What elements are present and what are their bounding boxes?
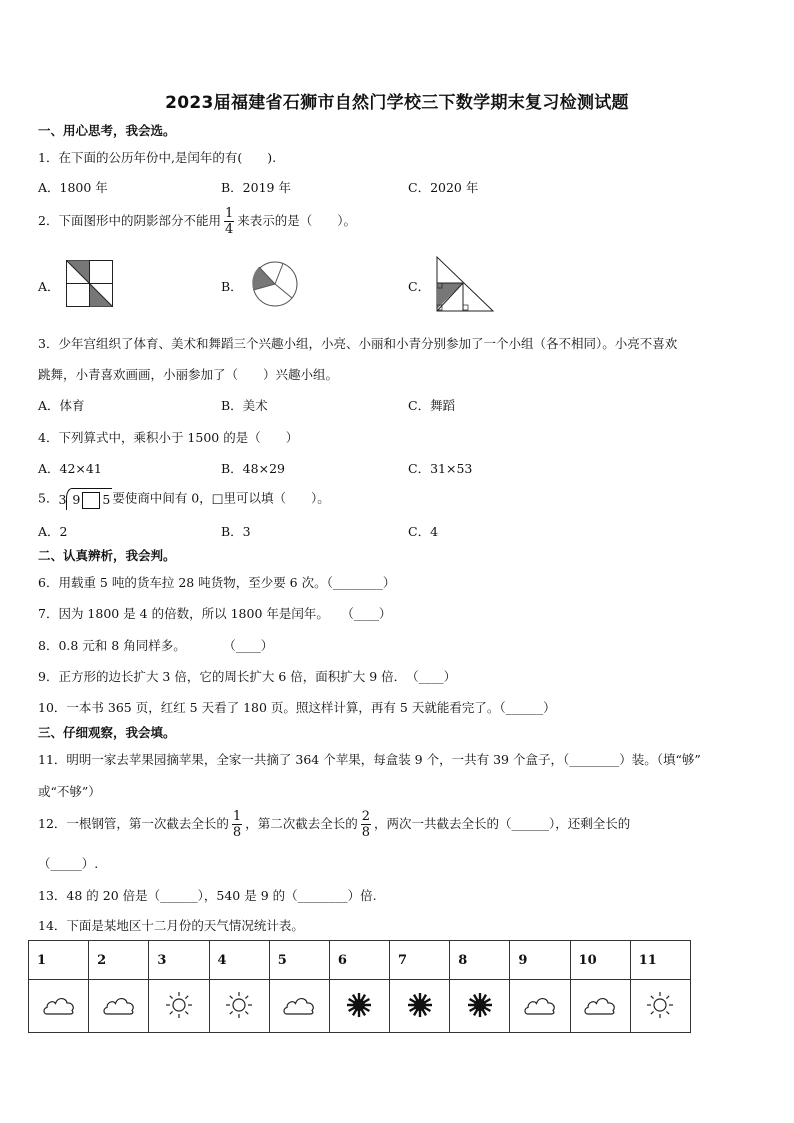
q2-figure-c-triangle	[435, 255, 495, 313]
question-11-line-2: 或“不够”）	[38, 784, 101, 799]
day-cell: 8	[450, 941, 510, 980]
day-cell: 9	[510, 941, 570, 980]
cloud-icon	[523, 1008, 557, 1023]
weather-table	[28, 940, 691, 1033]
question-3-line-2: 跳舞，小青喜欢画画，小丽参加了（ ）兴趣小组。	[38, 367, 339, 382]
day-cell: 11	[630, 941, 690, 980]
day-cell: 2	[89, 941, 149, 980]
q4-option-c[interactable]: C．31×53	[408, 461, 473, 476]
q2-text-pre: 2．下面图形中的阴影部分不能用	[38, 213, 221, 228]
q5-option-c[interactable]: C．4	[408, 524, 439, 539]
q5-divisor: 3	[58, 492, 67, 507]
question-2	[38, 204, 356, 238]
q5-number: 5．	[38, 490, 59, 506]
question-4: 4．下列算式中，乘积小于 1500 的是（ ）	[38, 430, 299, 445]
q2-fraction	[224, 207, 234, 236]
q1-option-c[interactable]: C．2020 年	[408, 180, 479, 195]
q12-text-3: ，两次一共截去全长的（______），还剩全长的	[374, 816, 631, 831]
question-10: 10．一本书 365 页，红红 5 天看了 180 页。照这样计算，再有 5 天就能看完了。（______）	[38, 700, 556, 715]
q3-option-a[interactable]: A．体育	[38, 398, 85, 413]
q2-figure-a-square-grid	[66, 260, 114, 308]
section-heading-2: 二、认真辨析，我会判。	[38, 548, 176, 563]
weather-cell	[269, 980, 329, 1033]
q5-option-a[interactable]: A．2	[38, 524, 68, 539]
q5-blank-box[interactable]	[82, 492, 100, 509]
q2-option-b[interactable]: B．	[221, 279, 243, 294]
question-6: 6．用载重 5 吨的货车拉 28 吨货物，至少要 6 次。（________）	[38, 575, 396, 590]
question-14: 14．下面是某地区十二月份的天气情况统计表。	[38, 918, 304, 933]
sun-icon	[162, 1008, 196, 1023]
cloud-icon	[282, 1008, 316, 1023]
weather-cell	[329, 980, 389, 1033]
weather-cell	[630, 980, 690, 1033]
snow-icon	[403, 1008, 437, 1023]
sun-icon	[222, 1008, 256, 1023]
q2-option-a[interactable]: A．	[38, 279, 60, 294]
weather-table-day-row	[29, 941, 691, 980]
q4-option-b[interactable]: B．48×29	[221, 461, 285, 476]
q5-option-b[interactable]: B．3	[221, 524, 251, 539]
weather-cell	[149, 980, 209, 1033]
day-cell: 4	[209, 941, 269, 980]
day-cell: 3	[149, 941, 209, 980]
q2-figure-b-circle	[251, 260, 299, 308]
q12-fraction-2-numerator: 2	[361, 809, 370, 824]
q2-fraction-denominator: 4	[224, 222, 234, 237]
day-cell: 7	[390, 941, 450, 980]
cloud-icon	[583, 1008, 617, 1023]
q12-fraction-1-numerator: 1	[232, 809, 242, 824]
question-11-line-1: 11．明明一家去苹果园摘苹果，全家一共摘了 364 个苹果，每盒装 9 个，一共有 39 个盒子，（________）装。（填“够”	[38, 752, 701, 767]
question-1: 1．在下面的公历年份中,是闰年的有( ).	[38, 150, 277, 165]
weather-cell	[209, 980, 269, 1033]
q1-option-a[interactable]: A．1800 年	[38, 180, 108, 195]
weather-cell	[510, 980, 570, 1033]
question-5	[38, 488, 330, 510]
question-12-line-2: （_____）.	[38, 856, 99, 871]
section-heading-3: 三、仔细观察，我会填。	[38, 725, 176, 740]
page-title: 2023届福建省石狮市自然门学校三下数学期末复习检测试题	[165, 93, 629, 113]
q5-dividend-digit-3: 5	[102, 492, 111, 507]
question-8: 8．0.8 元和 8 角同样多。 （____）	[38, 638, 274, 653]
day-cell: 10	[570, 941, 630, 980]
q3-option-b[interactable]: B．美术	[221, 398, 268, 413]
weather-cell	[89, 980, 149, 1033]
q5-long-division	[58, 488, 112, 510]
q3-option-c[interactable]: C．舞蹈	[408, 398, 456, 413]
q12-fraction-1-denominator: 8	[232, 825, 242, 840]
weather-table-icon-row	[29, 980, 691, 1033]
cloud-icon	[102, 1008, 136, 1023]
q12-text-1: 12．一根钢管，第一次截去全长的	[38, 816, 229, 831]
section-heading-1: 一、用心思考，我会选。	[38, 123, 176, 138]
q1-option-b[interactable]: B．2019 年	[221, 180, 291, 195]
snow-icon	[342, 1008, 376, 1023]
q12-text-2: ，第二次截去全长的	[245, 816, 358, 831]
day-cell: 6	[329, 941, 389, 980]
question-12-line-1	[38, 806, 630, 842]
q5-text: 要使商中间有 0，□里可以填（ ）。	[112, 490, 330, 506]
question-7: 7．因为 1800 是 4 的倍数，所以 1800 年是闰年。 （____）	[38, 606, 392, 621]
q12-fraction-2	[361, 810, 371, 839]
q12-fraction-2-denominator: 8	[361, 825, 370, 840]
weather-cell	[29, 980, 89, 1033]
q4-option-a[interactable]: A．42×41	[38, 461, 102, 476]
day-cell: 1	[29, 941, 89, 980]
q5-dividend-digit-1: 9	[72, 492, 81, 507]
q2-text-post: 来表示的是（ ）。	[237, 213, 357, 228]
question-9: 9．正方形的边长扩大 3 倍，它的周长扩大 6 倍，面积扩大 9 倍． （____）	[38, 669, 457, 684]
sun-icon	[643, 1008, 677, 1023]
q2-fraction-numerator: 1	[224, 206, 234, 221]
q2-option-c[interactable]: C．	[408, 279, 431, 294]
weather-cell	[390, 980, 450, 1033]
day-cell: 5	[269, 941, 329, 980]
weather-cell	[570, 980, 630, 1033]
snow-icon	[463, 1008, 497, 1023]
question-3-line-1: 3．少年宫组织了体育、美术和舞蹈三个兴趣小组，小亮、小丽和小青分别参加了一个小组（各不相同）。小亮不喜欢	[38, 336, 678, 351]
question-13: 13．48 的 20 倍是（______），540 是 9 的（________）倍.	[38, 888, 377, 903]
q12-fraction-1	[232, 810, 242, 839]
weather-cell	[450, 980, 510, 1033]
cloud-icon	[42, 1008, 76, 1023]
